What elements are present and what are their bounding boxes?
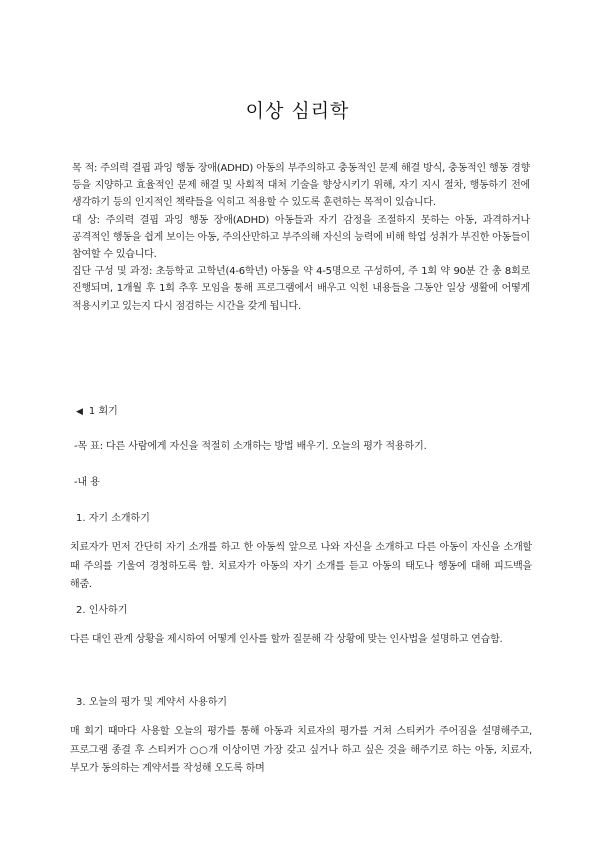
intro-section	[72, 160, 530, 315]
item-1-text: 치료자가 먼저 간단히 자기 소개를 하고 한 아동씩 앞으로 나와 자신을 소개하고 다른 아동이 자신을 소개할 때 주의를 기울여 경청하도록 함. 치료자가 아동의 자기 소개를 듣고 아동의 태도나 행동에 대해 피드백을 해줌.	[70, 542, 532, 590]
session-content-label: -내 용	[74, 477, 100, 488]
session-goal: -목 표: 다른 사람에게 자신을 적절히 소개하는 방법 배우기. 오늘의 평가 적용하기.	[74, 441, 427, 452]
item-2-heading: 2. 인사하기	[76, 605, 128, 616]
item-3-heading: 3. 오늘의 평가 및 계약서 사용하기	[76, 697, 228, 708]
left-triangle-icon: ◀	[76, 407, 83, 417]
item-3-text: 매 회기 때마다 사용할 오늘의 평가를 통해 아동과 치료자의 평가를 거쳐 스티커가 주어짐을 설명해주고, 프로그램 종결 후 스티커가 ○○개 이상이면 가장 갖고 싶거나 하고 싶은 것을 해주기로 하는 아동, 치료자, 부모가 동의하는 계약서를 작성해 오도록 하며	[70, 726, 532, 774]
intro-target: 대 상: 주의력 결핍 과잉 행동 장애(ADHD) 아동들과 자기 감정을 조절하지 못하는 아동, 과격하거나 공격적인 행동을 쉽게 보이는 아동, 주의산만하고 부주의해 자신의 능력에 비해 학업 성취가 부진한 아동들이 참여할 수 있습니다.	[72, 214, 530, 261]
session-label: 1 회기	[88, 406, 118, 417]
intro-goal: 목 적: 주의력 결핍 과잉 행동 장애(ADHD) 아동의 부주의하고 충동적인 문제 해결 방식, 충동적인 행동 경향 등을 지양하고 효율적인 문제 해결 및 사회적 대처 기술을 향상시키기 위해, 자기 지시 절차, 행동하기 전에 생각하기 등의 인지적인 책략들을 익히고 적용할 수 있도록 훈련하는 목적이 있습니다.	[72, 163, 530, 209]
item-1-heading: 1. 자기 소개하기	[76, 513, 150, 524]
intro-structure: 집단 구성 및 과정: 초등학교 고학년(4-6학년) 아동을 약 4-5명으로 구성하여, 주 1회 약 90분 간 총 8회로 진행되며, 1개월 후 1회 추후 모임을 통해 프로그램에서 배우고 익힌 내용들을 그동안 일상 생활에 어떻게 적용시키고 있는지 다시 점검하는 시간을 갖게 됩니다.	[72, 266, 530, 312]
session-header	[76, 402, 118, 417]
page-title: 이상 심리학	[245, 100, 350, 122]
item-2-text: 다른 대인 관계 상황을 제시하여 어떻게 인사를 할까 질문해 각 상황에 맞는 인사법을 설명하고 연습함.	[70, 634, 503, 645]
